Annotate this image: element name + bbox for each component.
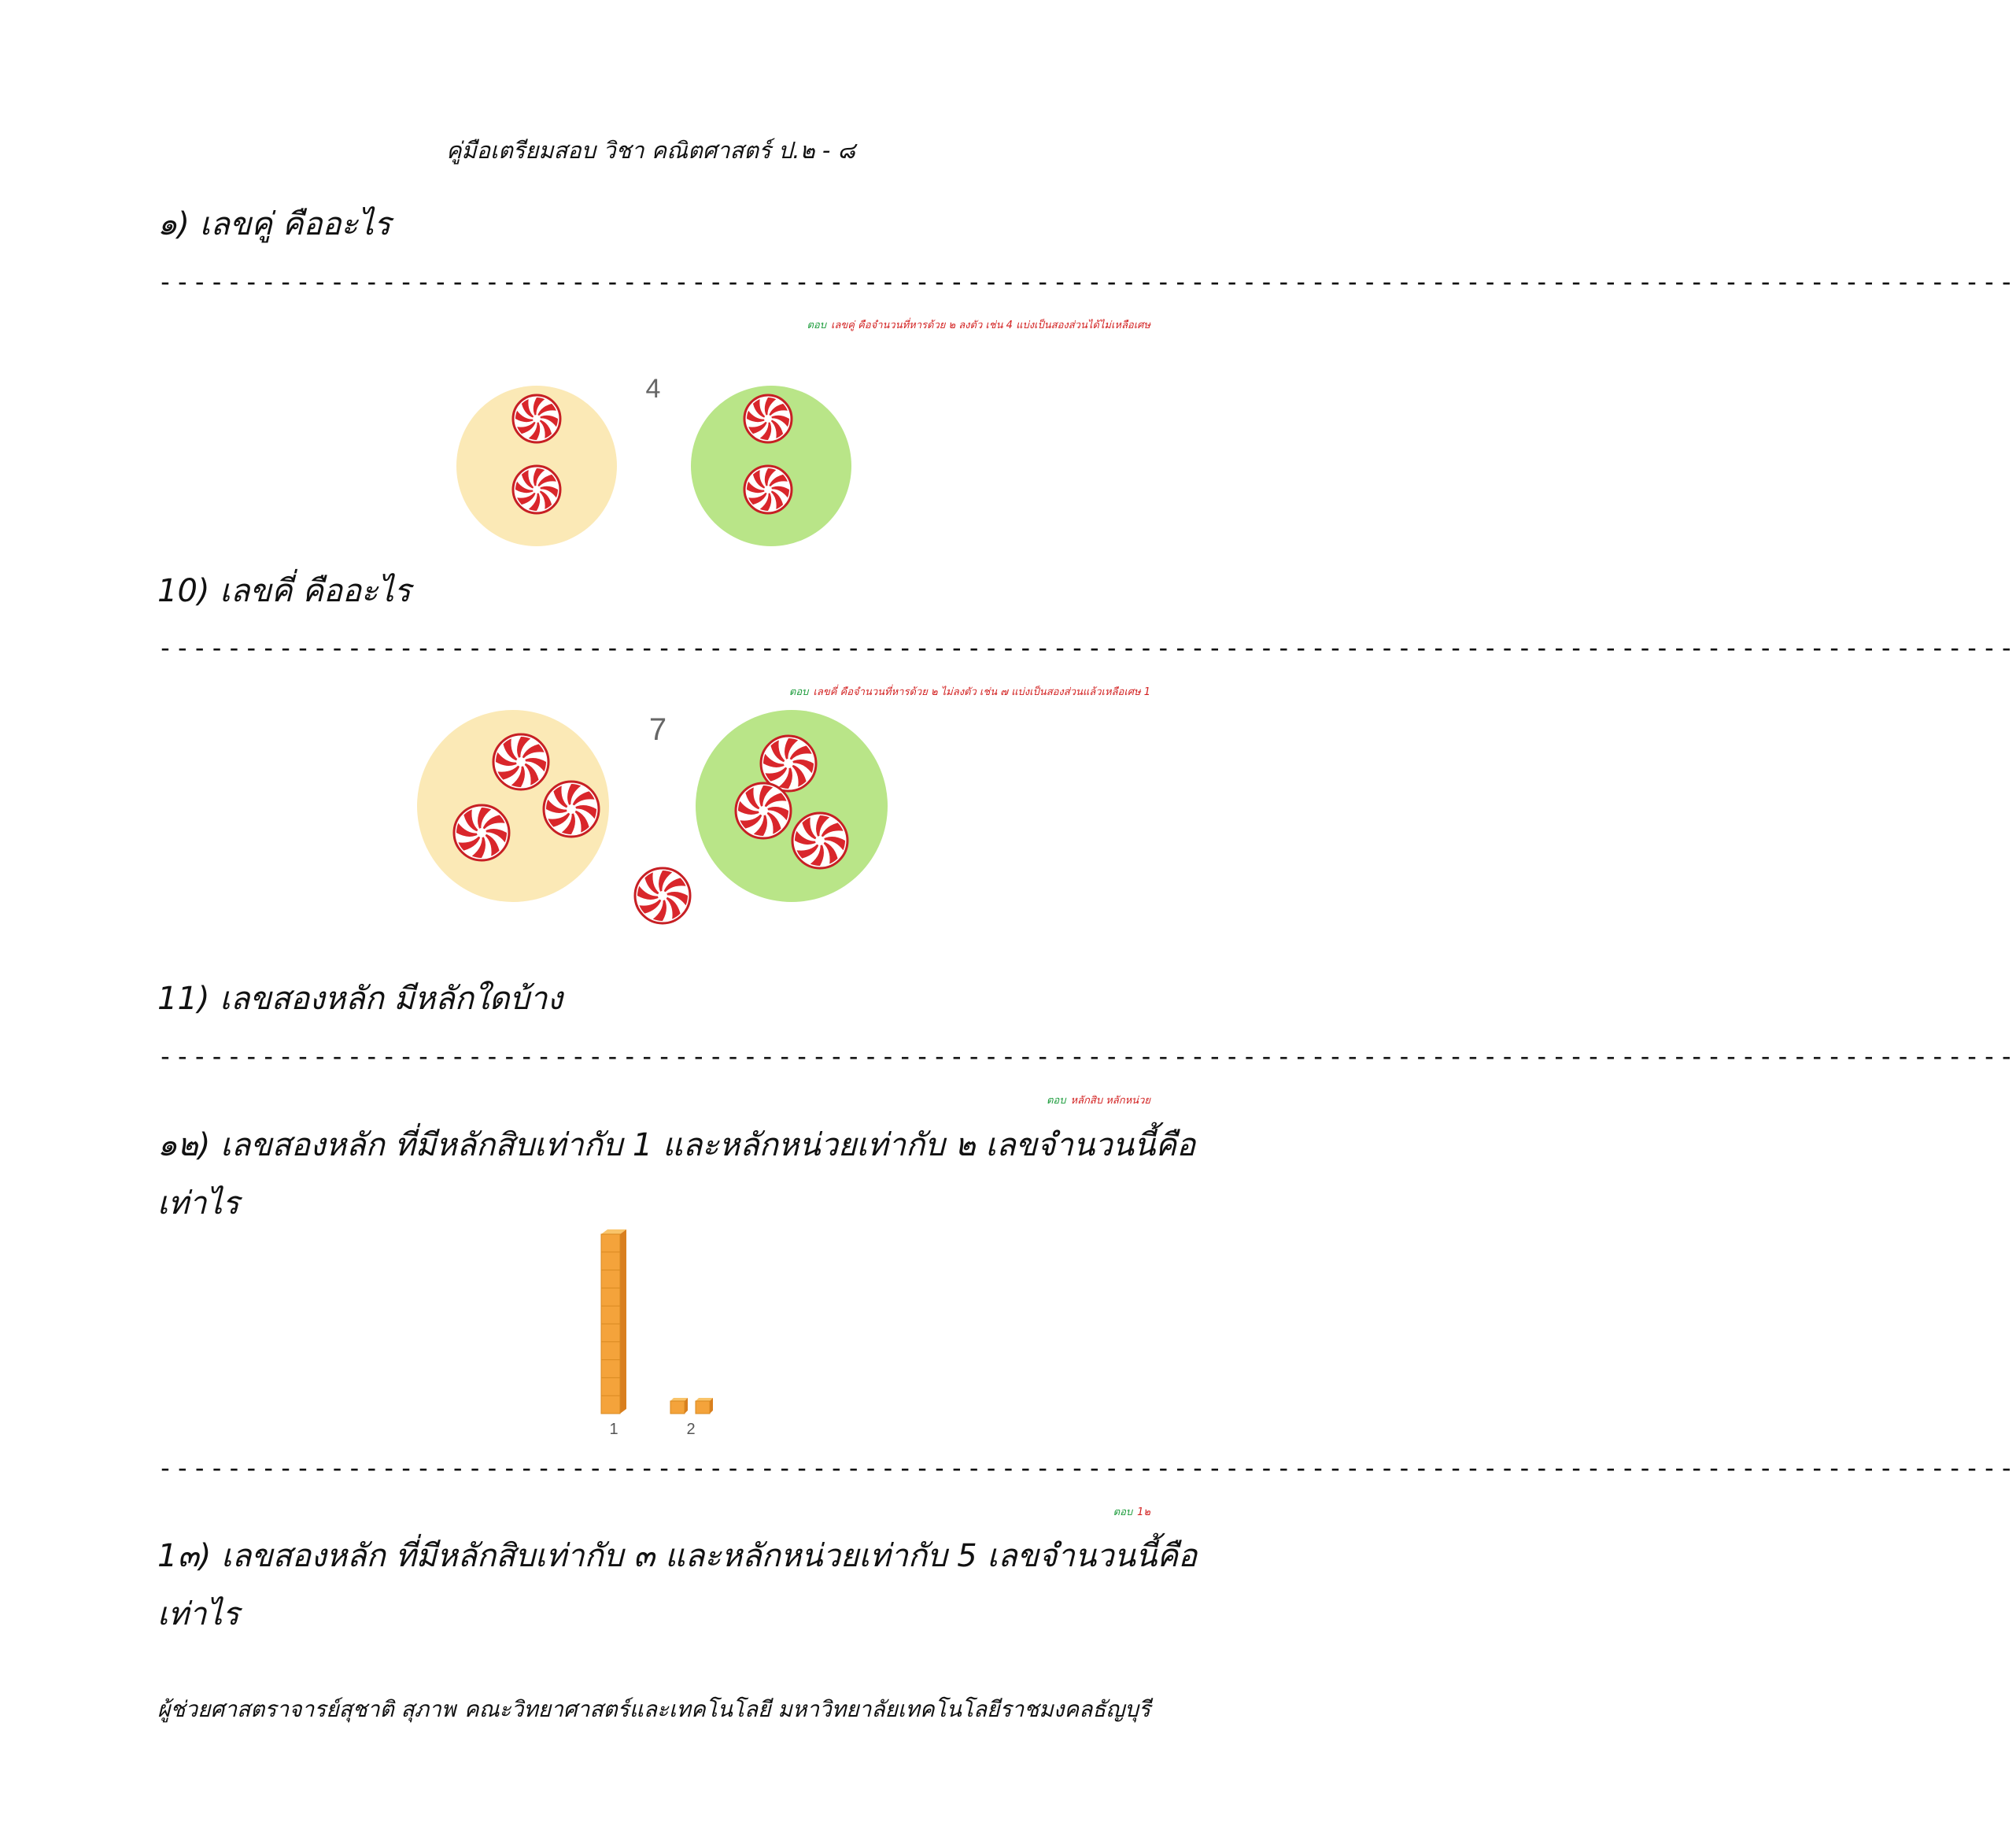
question-13-line-2: เท่าไร — [157, 1596, 240, 1632]
question-13-line-1: 1๓) เลขสองหลัก ที่มีหลักสิบเท่ากับ ๓ และหลักหน่วยเท่ากับ 5 เลขจำนวนนี้คือ — [157, 1538, 1198, 1574]
question-9: ๑) เลขคู่ คืออะไร — [157, 206, 391, 242]
answer-label: ตอบ — [1113, 1506, 1133, 1518]
answer-line-11: ------------------------------------------------------------------------------------------------------------ — [157, 1041, 2016, 1071]
answer-10 — [789, 683, 1150, 700]
ones-cube — [696, 1398, 713, 1414]
footer-affiliation: คณะวิทยาศาสตร์และเทคโนโลยี มหาวิทยาลัยเทคโนโลยีราชมงคลธัญบุรี — [463, 1696, 1150, 1722]
peppermint-candy-icon — [493, 734, 548, 789]
answer-label: ตอบ — [1046, 1095, 1066, 1107]
peppermint-candy-icon — [513, 466, 560, 513]
peppermint-candy-icon — [736, 783, 791, 838]
answer-line-12: ------------------------------------------------------------------------------------------------------------ — [157, 1452, 2016, 1483]
page-header: คู่มือเตรียมสอบ วิชา คณิตศาสตร์ ป.๒ - ๘ — [446, 137, 855, 164]
answer-text: 1๒ — [1137, 1506, 1150, 1518]
peppermint-candy-icon — [635, 868, 690, 923]
question-12-line-1: ๑๒) เลขสองหลัก ที่มีหลักสิบเท่ากับ 1 และหลักหน่วยเท่ากับ ๒ เลขจำนวนนี้คือ — [157, 1127, 1196, 1163]
figure-number: 4 — [645, 374, 661, 404]
answer-label: ตอบ — [807, 320, 826, 331]
footer-author: ผู้ช่วยศาสตราจารย์สุชาติ สุภาพ — [157, 1696, 456, 1722]
peppermint-candy-icon — [792, 813, 847, 868]
answer-line-10: ------------------------------------------------------------------------------------------------------------ — [157, 632, 2016, 663]
answer-12 — [1113, 1503, 1150, 1520]
tens-rod — [601, 1229, 626, 1414]
answer-text: เลขคี่ คือจำนวนที่หารด้วย ๒ ไม่ลงตัว เช่น ๗ แบ่งเป็นสองส่วนแล้วเหลือเศษ 1 — [813, 686, 1150, 698]
question-10: 10) เลขคี่ คืออะไร — [157, 573, 412, 609]
peppermint-candy-icon — [454, 805, 509, 860]
peppermint-candy-icon — [744, 466, 792, 513]
even-number-illustration — [441, 362, 866, 559]
ones-cube — [670, 1398, 688, 1414]
answer-line-9: ------------------------------------------------------------------------------------------------------------ — [157, 266, 2016, 297]
answer-11 — [1047, 1092, 1150, 1108]
base-ten-blocks-illustration — [582, 1228, 740, 1440]
answer-text: เลขคู่ คือจำนวนที่หารด้วย ๒ ลงตัว เช่น 4 แบ่งเป็นสองส่วนได้ไม่เหลือเศษ — [830, 320, 1150, 331]
question-11: 11) เลขสองหลัก มีหลักใดบ้าง — [157, 981, 563, 1017]
question-12-line-2: เท่าไร — [157, 1185, 240, 1222]
peppermint-candy-icon — [513, 395, 560, 442]
ones-label: 2 — [686, 1421, 696, 1438]
answer-9 — [807, 316, 1150, 333]
peppermint-candy-icon — [544, 782, 599, 837]
answer-label: ตอบ — [788, 686, 809, 698]
tens-label: 1 — [609, 1421, 618, 1438]
answer-text: หลักสิบ หลักหน่วย — [1070, 1095, 1150, 1107]
figure-number: 7 — [648, 712, 667, 747]
odd-number-illustration — [409, 701, 913, 945]
peppermint-candy-icon — [744, 395, 792, 442]
